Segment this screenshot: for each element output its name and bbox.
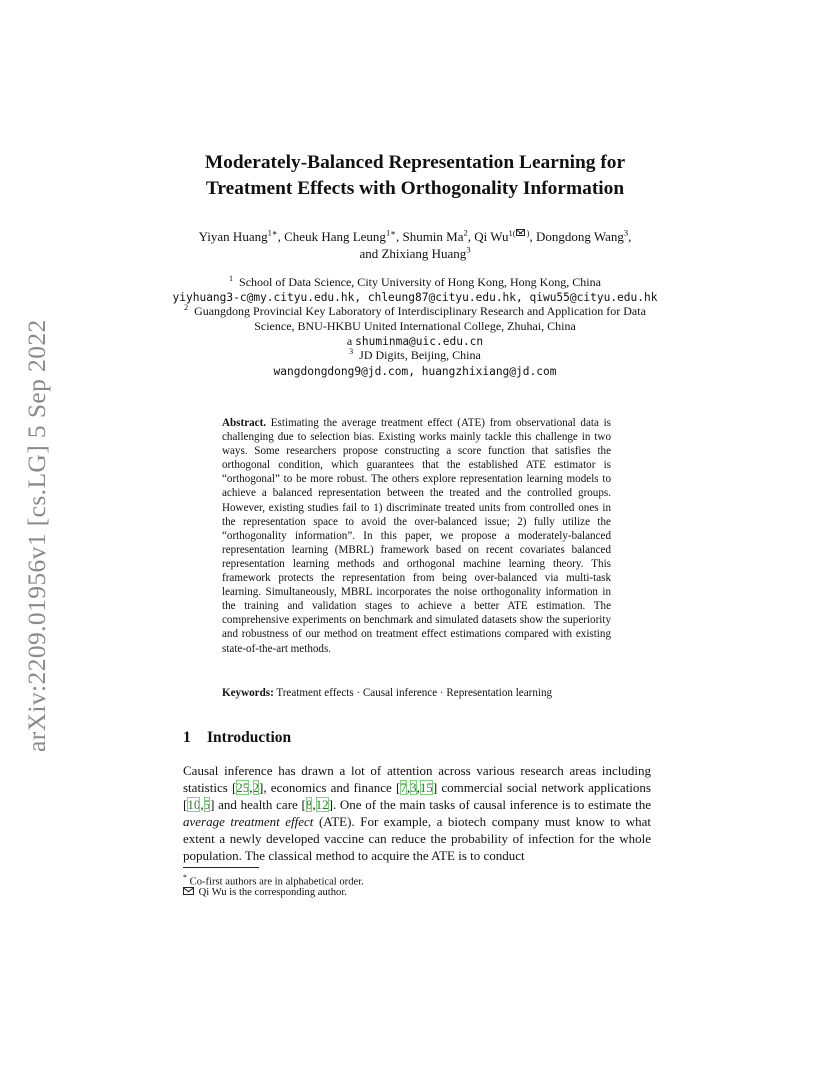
keywords-label: Keywords: bbox=[222, 687, 274, 699]
envelope-icon bbox=[183, 887, 194, 895]
citation-link[interactable]: 15 bbox=[419, 779, 433, 795]
author-affiliation-mark: 3 bbox=[623, 227, 629, 238]
title-line-1: Moderately-Balanced Representation Learning for bbox=[204, 152, 626, 173]
abstract bbox=[222, 416, 611, 656]
affiliation-number: 1 bbox=[229, 274, 234, 283]
citation-link[interactable]: 8 bbox=[305, 796, 313, 812]
author-name: Yiyan Huang bbox=[198, 229, 268, 244]
author-affiliation-mark: 1∗ bbox=[385, 227, 396, 238]
author-list: Yiyan Huang$^{1∗}$, Cheuk Hang Leung$^{1∗}$, Shumin Ma$^2$, Qi $Wu^{1( )}$, Dongdong Wang$^3$, and Zhixiang Huang$^3$ bbox=[198, 227, 632, 261]
email-prefix: a bbox=[346, 334, 353, 348]
affiliation-3-emails bbox=[150, 364, 680, 379]
keywords-text: Treatment effects · Causal inference · Representation learning bbox=[276, 687, 553, 699]
emphasized-term: average treatment effect bbox=[183, 813, 314, 829]
citation-link[interactable]: 3 bbox=[410, 779, 417, 795]
affiliation-number: 3 bbox=[349, 347, 354, 356]
author-name: Qi Wu bbox=[474, 229, 509, 244]
footnote-text: Qi Wu is the corresponding author. bbox=[198, 887, 347, 898]
affiliation-text: Science, BNU-HKBU United International College, Zhuhai, China bbox=[254, 319, 576, 333]
arxiv-id: arXiv:2209.01956v1 [cs.LG] 5 Sep 2022 bbox=[22, 319, 51, 752]
intro-paragraph: Causal inference has drawn a lot of attention across various research areas including statistics [25,2], economics and finance [7,3,15] commercial social network applications [10,5] and health care [8,12]. One of the main tasks of causal inference is to estimate the average treatment effect (ATE). For example, a biotech company must know to what extent a newly developed vaccine can reduce the probability of infection for the whole population. The classical method to acquire the ATE is to conduct bbox=[183, 763, 652, 863]
envelope-icon bbox=[516, 229, 525, 236]
affiliation-2-email bbox=[150, 334, 680, 349]
citation-link[interactable]: 25 bbox=[236, 779, 250, 795]
author-affiliation-mark: 1∗ bbox=[267, 227, 278, 238]
affiliation-text: JD Digits, Beijing, China bbox=[359, 348, 481, 362]
footnote-mark: * bbox=[183, 873, 187, 882]
email-list[interactable]: yiyhuang3-c@my.cityu.edu.hk, chleung87@cityu.edu.hk, qiwu55@cityu.edu.hk bbox=[172, 291, 658, 304]
affiliation-2-continued bbox=[150, 319, 680, 334]
section-number: 1 bbox=[183, 729, 191, 746]
affiliation-text: Guangdong Provincial Key Laboratory of Interdisciplinary Research and Application for Data bbox=[194, 304, 646, 318]
email-list[interactable]: wangdongdong9@jd.com, huangzhixiang@jd.com bbox=[273, 365, 557, 378]
affiliation-text: School of Data Science, City University of Hong Kong, Hong Kong, China bbox=[239, 275, 601, 289]
abstract-text: Estimating the average treatment effect (ATE) from observational data is challenging due to selection bias. Existing works mainly tackle this challenge in two ways. Some researchers propose constructing a score function that satisfies the orthogonal condition, which guarantees that the established ATE estimator is “orthogonal” to be more robust. The others explore representation learning models to achieve a balanced representation between the treated and the controlled groups. However, existing studies fail to 1) discriminate treated units from controlled ones in the representation space to avoid the over-balanced issue; 2) fully utilize the “orthogonality information”. In this paper, we propose a moderately-balanced representation learning (MBRL) framework based on recent covariates balanced representation learning methods and orthogonal machine learning theory. This framework protects the representation from being over-balanced via multi-task learning. Simultaneously, MBRL incorporates the noise orthogonality information in the training and validation stages to achieve a better ATE estimation. The comprehensive experiments on benchmark and simulated datasets show the superiority and robustness of our method on treatment effect estimations compared with existing state-of-the-art methods. bbox=[222, 417, 611, 655]
arxiv-stamp bbox=[22, 292, 50, 752]
author-affiliation-mark: 1( ) bbox=[508, 227, 530, 238]
footnote-text: Co-first authors are in alphabetical order. bbox=[189, 876, 364, 888]
keywords bbox=[222, 686, 611, 700]
citation-link[interactable]: 12 bbox=[315, 796, 329, 812]
citation-link[interactable]: 2 bbox=[252, 779, 260, 795]
affiliation-1 bbox=[150, 275, 680, 290]
affiliation-number: 2 bbox=[184, 303, 189, 312]
author-name: Dongdong Wang bbox=[535, 229, 624, 244]
title-line-2: Treatment Effects with Orthogonality Information bbox=[205, 178, 625, 199]
affiliation-2 bbox=[140, 304, 690, 319]
paper-title bbox=[150, 150, 680, 202]
section-title: Introduction bbox=[207, 729, 292, 746]
author-affiliation-mark: 3 bbox=[466, 244, 471, 255]
citation-link[interactable]: 7 bbox=[400, 779, 407, 795]
affiliation-1-emails bbox=[140, 290, 690, 305]
abstract-label: Abstract. bbox=[222, 417, 267, 429]
footnote-2 bbox=[183, 886, 643, 900]
footnote-rule bbox=[183, 867, 259, 868]
affiliation-3 bbox=[150, 348, 680, 363]
citation-link[interactable]: 10 bbox=[187, 796, 201, 812]
author-name: Cheuk Hang Leung bbox=[284, 229, 386, 244]
email-address[interactable]: shuminma@uic.edu.cn bbox=[355, 335, 484, 348]
author-name: Shumin Ma bbox=[402, 229, 464, 244]
author-name: and Zhixiang Huang bbox=[359, 246, 467, 261]
citation-link[interactable]: 5 bbox=[203, 796, 211, 812]
author-affiliation-mark: 2 bbox=[463, 227, 468, 238]
section-heading bbox=[183, 729, 291, 747]
